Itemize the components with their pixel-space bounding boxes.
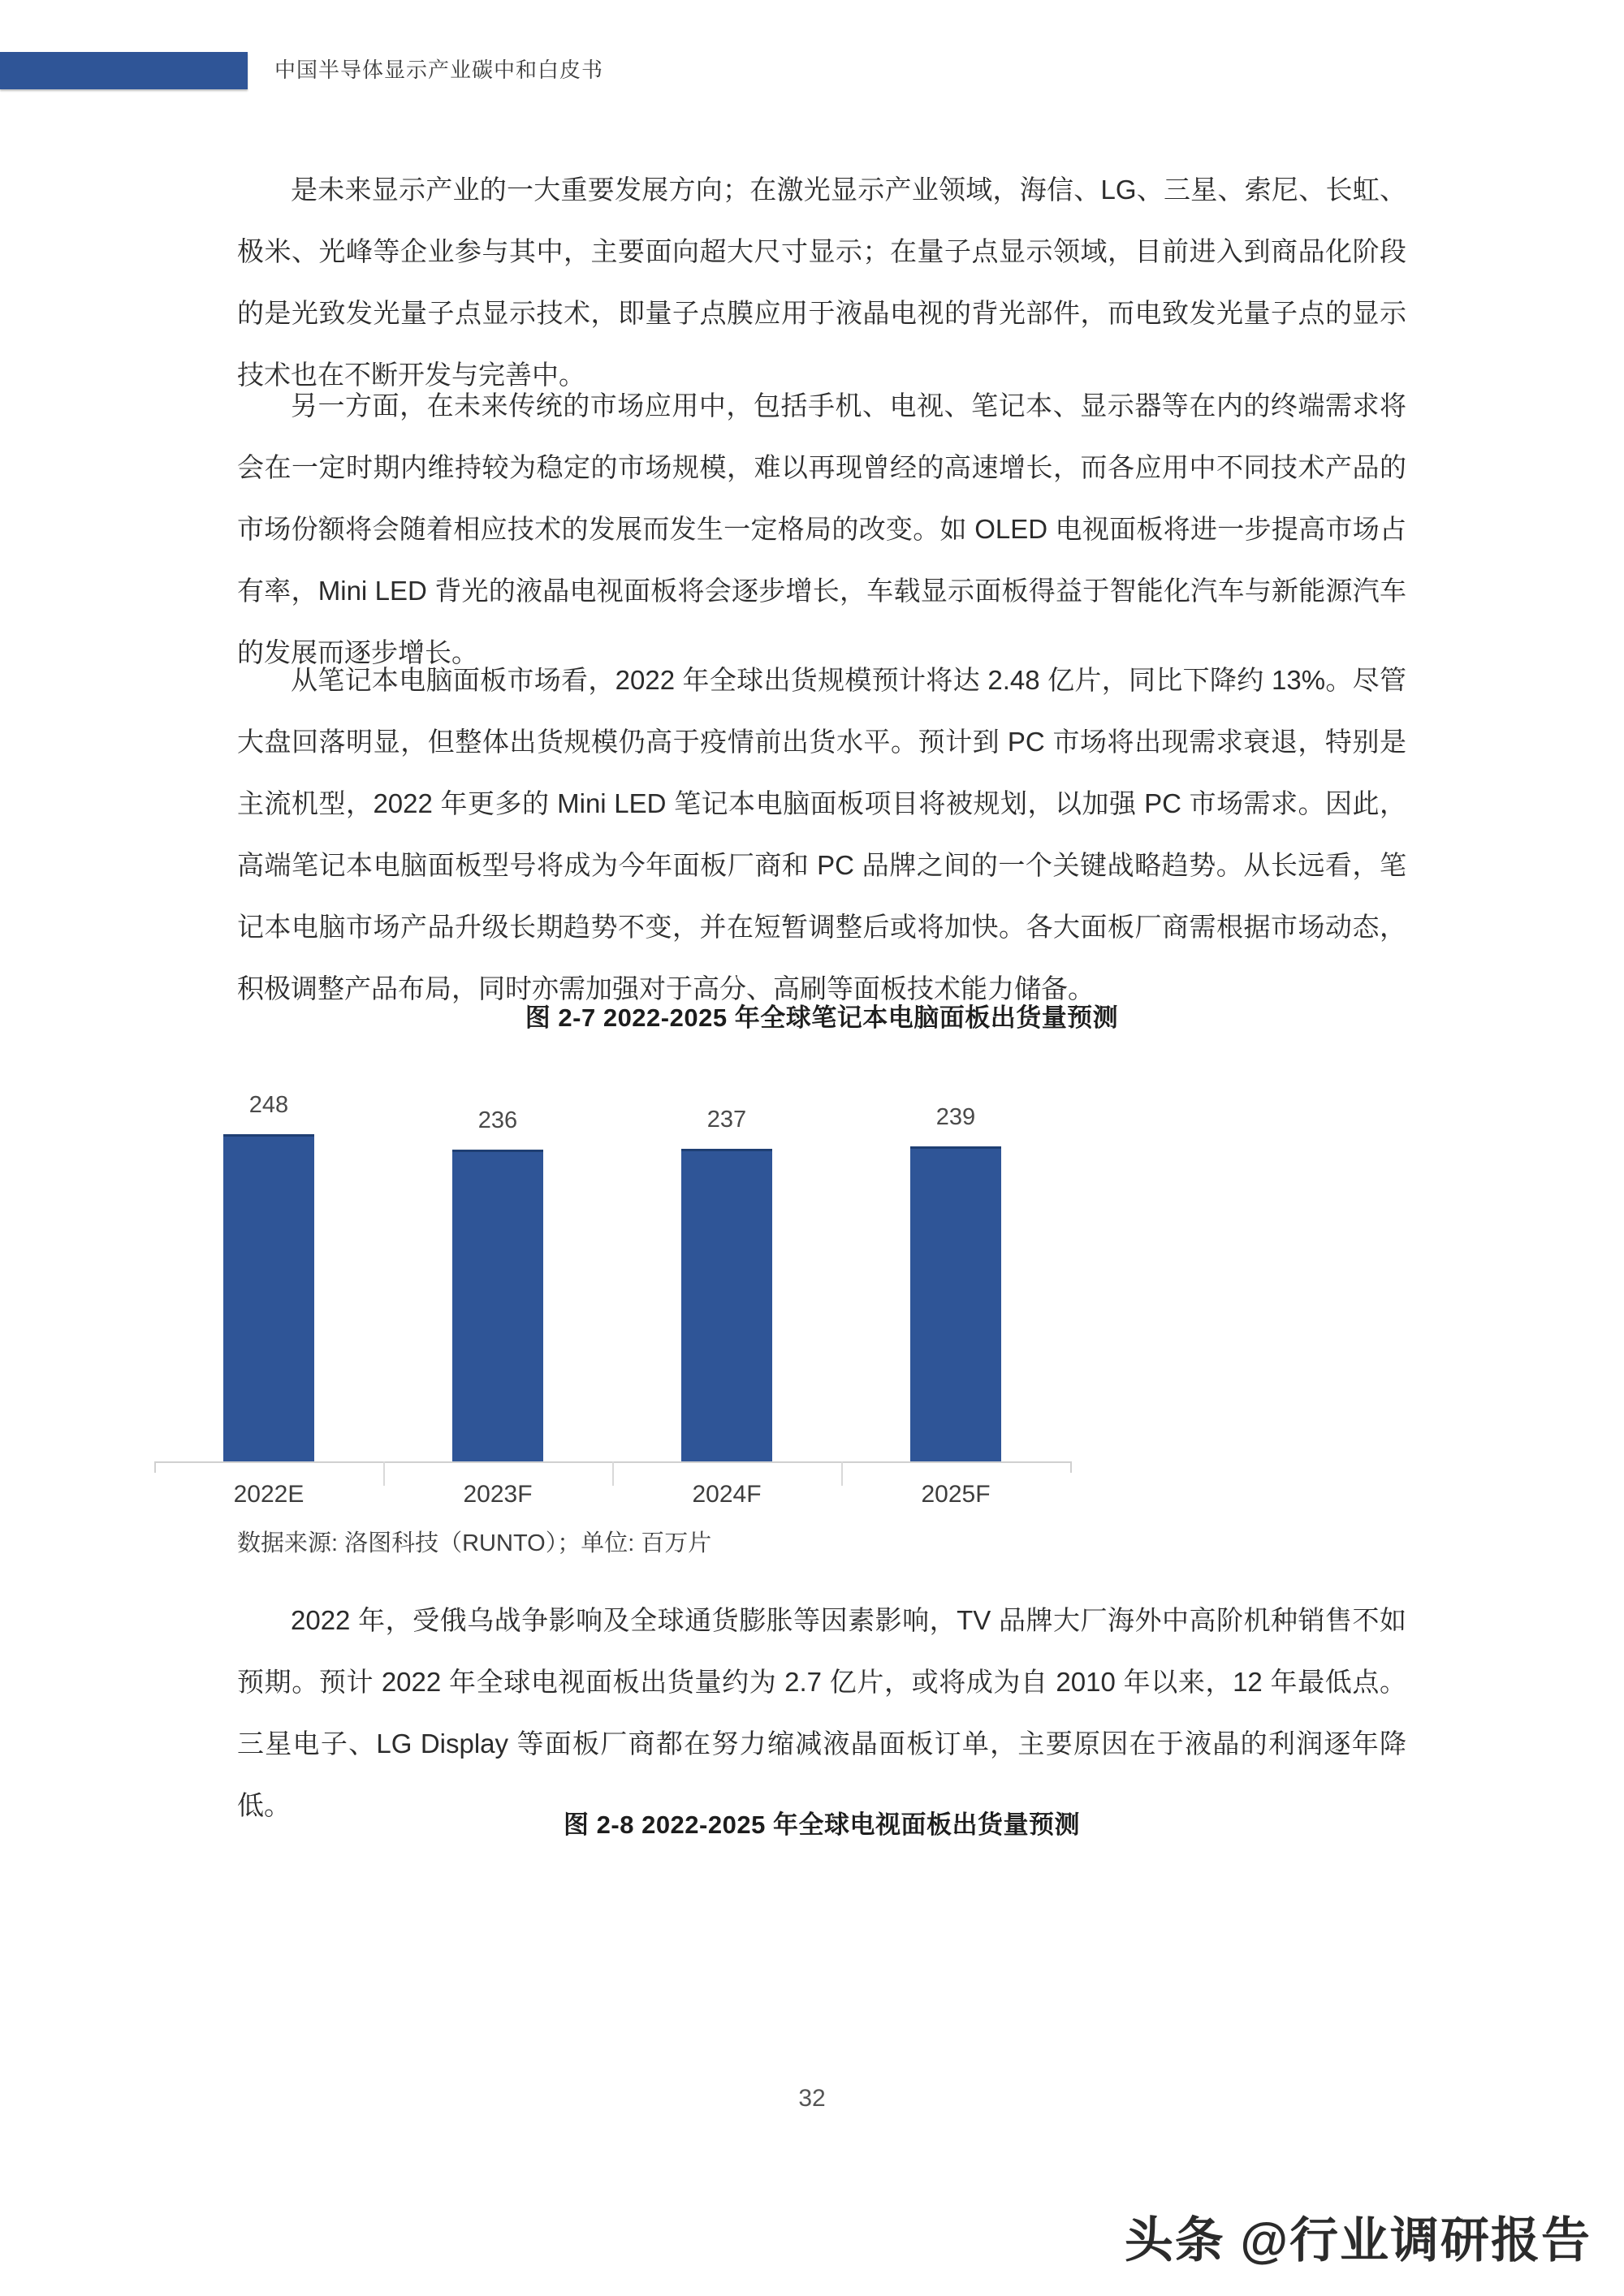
header-accent-bar (0, 52, 248, 89)
page-header (0, 0, 1624, 106)
bar-value-1: 236 (477, 1107, 518, 1133)
axis-end-right (1070, 1461, 1072, 1473)
figure-2-8-caption: 图 2-8 2022-2025 年全球电视面板出货量预测 (564, 1810, 1080, 1839)
figure-2-7-caption: 图 2-7 2022-2025 年全球笔记本电脑面板出货量预测 (525, 1003, 1119, 1032)
category-label-2: 2024F (692, 1481, 762, 1508)
bar-slot-0 (154, 1055, 383, 1461)
paragraph-2: 另一方面，在未来传统的市场应用中，包括手机、电视、笔记本、显示器等在内的终端需求将会在一定时期内维持较为稳定的市场规模，难以再现曾经的高速增长，而各应用中不同技术产品的市场份额将会随着相应技术的发展而发生一定格局的改变。如 OLED 电视面板将进一步提高市场占有率，Mini LED 背光的液晶电视面板将会逐步增长，车载显示面板得益于智能化汽车与新能源汽车的发展而逐步增长。 (237, 391, 1406, 667)
paragraph-4: 2022 年，受俄乌战争影响及全球通货膨胀等因素影响，TV 品牌大厂海外中高阶机种销售不如预期。预计 2022 年全球电视面板出货量约为 2.7 亿片，或将成为自 2010 年以来，12 年最低点。三星电子、LG Display 等面板厂商都在努力缩减液晶面板订单，主要原因在于液晶的利润逐年降低。 (237, 1605, 1406, 1820)
category-label-0: 2022E (233, 1481, 304, 1508)
bar-slot-1 (383, 1055, 612, 1461)
bar-3 (910, 1146, 1001, 1461)
paragraph-3: 从笔记本电脑面板市场看，2022 年全球出货规模预计将达 2.48 亿片，同比下降约 13%。尽管大盘回落明显，但整体出货规模仍高于疫情前出货水平。预计到 PC 市场将出现需求衰退，特别是主流机型，2022 年更多的 Mini LED 笔记本电脑面板项目将被规划，以加强 PC 市场需求。因此，高端笔记本电脑面板型号将成为今年面板厂商和 PC 品牌之间的一个关键战略趋势。从长远看，笔记本电脑市场产品升级长期趋势不变，并在短暂调整后或将加快。各大面板厂商需根据市场动态，积极调整产品布局，同时亦需加强对于高分、高刷等面板技术能力储备。 (237, 665, 1406, 1003)
figure-2-7-source-note: 数据来源: 洛图科技（RUNTO）；单位: 百万片 (237, 1530, 712, 1556)
bar-value-3: 239 (935, 1104, 976, 1130)
bar-slot-2 (612, 1055, 841, 1461)
bar-0 (223, 1134, 314, 1461)
bar-value-0: 248 (248, 1092, 289, 1118)
category-label-1: 2023F (463, 1481, 533, 1508)
category-label-3: 2025F (921, 1481, 991, 1508)
chart-plot-area (154, 1055, 1072, 1508)
paragraph-1: 是未来显示产业的一大重要发展方向；在激光显示产业领域，海信、LG、三星、索尼、长虹、极米、光峰等企业参与其中，主要面向超大尺寸显示；在量子点显示领域，目前进入到商品化阶段的是光致发光量子点显示技术，即量子点膜应用于液晶电视的背光部件，而电致发光量子点的显示技术也在不断开发与完善中。 (237, 175, 1406, 390)
axis-end-left (154, 1461, 156, 1473)
watermark: 头条 @行业调研报告 (1124, 2213, 1592, 2268)
bar-1 (452, 1150, 543, 1461)
figure-2-7-bar-chart (154, 1055, 1072, 1510)
bar-slot-3 (841, 1055, 1070, 1461)
page-number: 32 (798, 2085, 826, 2112)
bar-2 (681, 1149, 772, 1461)
header-title: 中国半导体显示产业碳中和白皮书 (274, 58, 604, 82)
bar-value-2: 237 (706, 1107, 747, 1133)
